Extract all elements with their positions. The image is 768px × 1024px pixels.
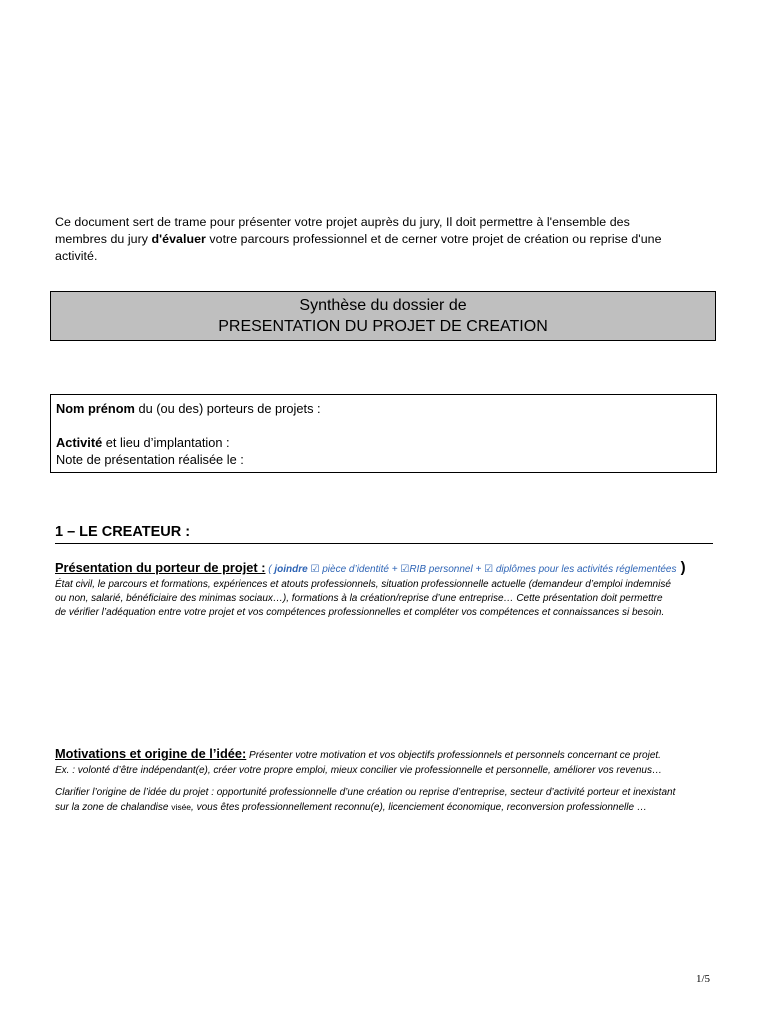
motivations-heading: Motivations et origine de l’idée: (55, 746, 247, 761)
presentation-body-2: ou non, salarié, bénéficiaire des minimas sociaux…), formations à la création/reprise d’une entreprise… Cette présentation doit permettre (55, 593, 663, 604)
intro-line-2 (55, 231, 713, 248)
activity-row (56, 434, 716, 451)
presentation-heading: Présentation du porteur de projet : (55, 560, 266, 575)
section-1-title: 1 – LE CREATEUR : (55, 522, 713, 544)
synthesis-title-box (50, 291, 716, 341)
presentation-body-3: de vérifier l’adéquation entre votre projet et vos compétences professionnelles et compléter vos compétences et connaissances si besoin. (55, 607, 665, 618)
presentation-heading-row (55, 559, 719, 578)
motivations-block (55, 745, 719, 815)
join-open: ( (265, 564, 275, 575)
clarify-2-small: visée (171, 802, 192, 812)
intro-line-2-bold: d'évaluer (151, 232, 206, 246)
synthesis-title-line-1: Synthèse du dossier de (299, 297, 467, 314)
join-close: ) (676, 559, 686, 576)
name-label-rest: du (ou des) porteurs de projets : (134, 401, 321, 416)
intro-line-1: Ce document sert de trame pour présenter votre projet auprès du jury, Il doit permettre à l'ensemble des (55, 215, 630, 229)
join-word: joindre (274, 564, 308, 575)
note-row: Note de présentation réalisée le : (56, 452, 244, 467)
intro-line-2-start: membres du jury (55, 232, 152, 246)
checkbox-icon: ☑ (484, 564, 494, 575)
motivations-clarify-1: Clarifier l’origine de l’idée du projet : opportunité professionnelle d’une création ou reprise d’entreprise, secteur d’activité porteur et inexistant (55, 787, 676, 798)
attachment-diplomas: diplômes pour les activités réglementées (493, 564, 677, 575)
name-row (56, 400, 716, 417)
project-info-box (50, 394, 717, 473)
motivations-clarify-2 (55, 800, 719, 815)
motivations-heading-row (55, 745, 719, 764)
clarify-2-start: sur la zone de chalandise (55, 802, 172, 813)
activity-label-bold: Activité (56, 435, 103, 450)
intro-line-3: activité. (55, 249, 98, 263)
presentation-body-1: État civil, le parcours et formations, expériences et atouts professionnels, situation professionnelle actuelle (demandeur d’emploi indemnisé (55, 579, 671, 590)
activity-label-rest: et lieu d’implantation : (102, 435, 230, 450)
intro-line-2-end: votre parcours professionnel et de cerner votre projet de création ou reprise d'une (205, 232, 662, 246)
attachment-rib: RIB personnel + (409, 564, 485, 575)
attachment-id: pièce d’identité + (319, 564, 401, 575)
synthesis-title-line-2: PRESENTATION DU PROJET DE CREATION (218, 318, 548, 335)
checkbox-icon: ☑ (310, 564, 320, 575)
clarify-2-end: , vous êtes professionnellement reconnu(e), licenciement économique, reconversion professionnelle … (191, 802, 647, 813)
intro-paragraph (55, 214, 713, 265)
presentation-block (55, 559, 719, 620)
name-label-bold: Nom prénom (56, 401, 135, 416)
page-number: 1/5 (696, 973, 711, 985)
motivations-heading-rest: Présenter votre motivation et vos objectifs professionnels et personnels concernant ce projet. (246, 750, 661, 761)
checkbox-icon: ☑ (400, 564, 410, 575)
motivations-example: Ex. : volonté d’être indépendant(e), créer votre propre emploi, mieux concilier vie professionnelle et personnelle, améliorer vos revenus… (55, 765, 662, 776)
